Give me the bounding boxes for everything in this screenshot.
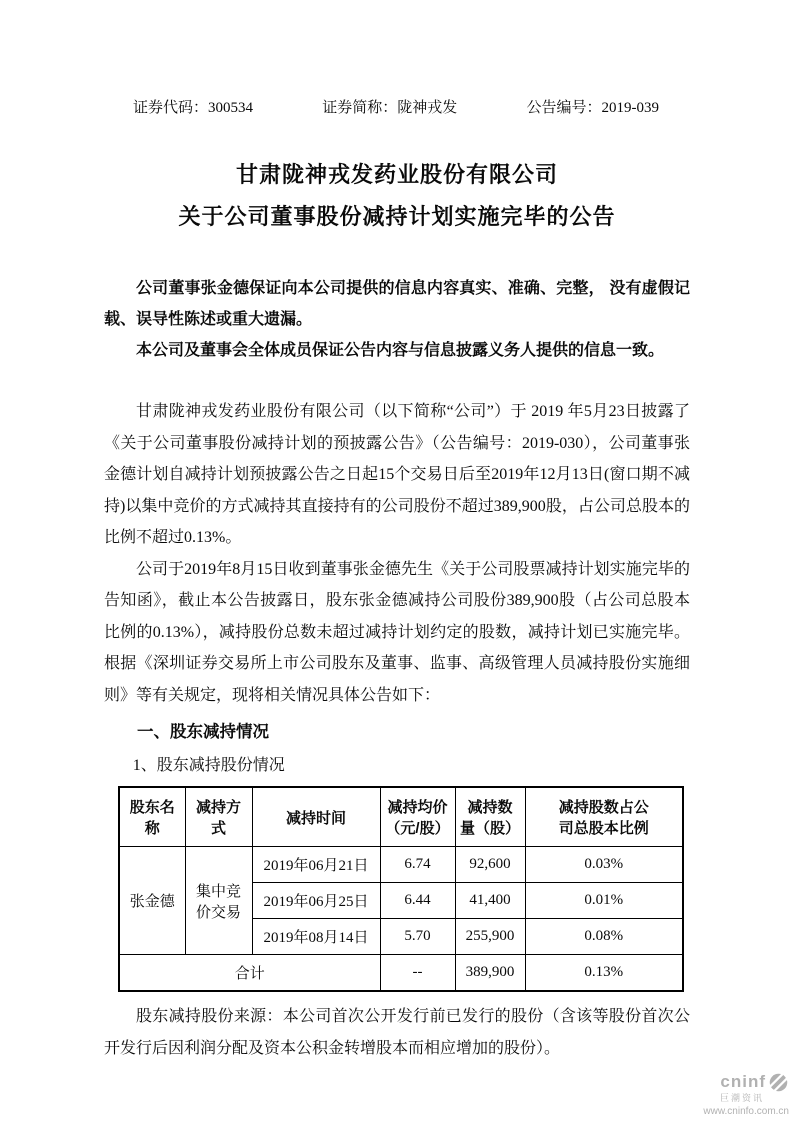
cninfo-logo — [679, 1072, 789, 1117]
notice-paragraph-1: 公司董事张金德保证向本公司提供的信息内容真实、准确、完整， 没有虚假记载、误导性陈述或重大遗漏。 — [104, 280, 690, 328]
date-cell: 2019年08月14日 — [252, 919, 380, 955]
company-name-title: 甘肃陇神戎发药业股份有限公司 — [235, 162, 558, 187]
announcement-number: 公告编号：2019-039 — [526, 100, 659, 116]
body-paragraph-2: 公司于2019年8月15日收到董事张金德先生《关于公司股票减持计划实施完毕的告知函》，截止本公告披露日，股东张金德减持公司股份389,900股（占公司总股本比例的0.13%），减持股份总数未超过减持计划约定的股数，减持计划已实施完毕。根据《深圳证券交易所上市公司股东及董事、监事、高级管理人员减持股份实施细则》等有关规定，现将相关情况具体公告如下： — [104, 560, 690, 704]
price-cell: 5.70 — [380, 919, 455, 955]
share-reduction-table — [118, 786, 684, 992]
stock-short-name: 证券简称：陇神戎发 — [322, 100, 458, 116]
price-cell: 6.44 — [380, 883, 455, 919]
shareholder-name-cell: 张金德 — [119, 847, 185, 955]
header-shares-count: 减持数 量（股） — [455, 787, 525, 847]
total-shares-cell: 389,900 — [455, 955, 525, 992]
total-percent-cell: 0.13% — [525, 955, 683, 992]
stock-code: 证券代码：300534 — [133, 100, 254, 116]
shares-cell: 92,600 — [455, 847, 525, 883]
reduction-method-cell: 集中竞 价交易 — [185, 847, 252, 955]
header-average-price: 减持均价 （元/股） — [380, 787, 455, 847]
percent-cell: 0.08% — [525, 919, 683, 955]
shares-cell: 255,900 — [455, 919, 525, 955]
header-percent-of-capital: 减持股数占公 司总股本比例 — [525, 787, 683, 847]
date-cell: 2019年06月25日 — [252, 883, 380, 919]
notice-paragraph-2: 本公司及董事会全体成员保证公告内容与信息披露义务人提供的信息一致。 — [136, 342, 665, 359]
total-price-cell: -- — [380, 955, 455, 992]
section-heading-1: 一、股东减持情况 — [137, 723, 269, 741]
cninfo-url: www.cninfo.com.cn — [703, 1105, 789, 1117]
price-cell: 6.74 — [380, 847, 455, 883]
table-total-row — [119, 955, 683, 992]
percent-cell: 0.03% — [525, 847, 683, 883]
cninfo-swirl-icon — [768, 1072, 789, 1093]
subsection-heading-1-1: 1、股东减持股份情况 — [132, 757, 285, 774]
date-cell: 2019年06月21日 — [252, 847, 380, 883]
body-paragraph-1: 甘肃陇神戎发药业股份有限公司（以下简称“公司”）于 2019 年5月23日披露了《关于公司董事股份减持计划的预披露公告》（公告编号：2019-030），公司董事张金德计划自减持计划预披露公告之日起15个交易日后至2019年12月13日(窗口期不减持)以集中竞价的方式减持其直接持有的公司股份不超过389,900股，占公司总股本的比例不超过0.13%。 — [104, 403, 690, 546]
cninfo-brand-row — [679, 1072, 789, 1093]
table-header-row — [119, 787, 683, 847]
header-reduction-method: 减持方 式 — [185, 787, 252, 847]
header-reduction-date: 减持时间 — [252, 787, 380, 847]
share-source-note: 股东减持股份来源：本公司首次公开发行前已发行的股份（含该等股份首次公开发行后因利润分配及资本公积金转增股本而相应增加的股份）。 — [104, 1008, 690, 1057]
total-label-cell: 合计 — [119, 955, 380, 992]
table-row — [119, 847, 683, 883]
header-shareholder-name: 股东名 称 — [119, 787, 185, 847]
cninfo-brand-text: cninf — [720, 1072, 766, 1092]
shares-cell: 41,400 — [455, 883, 525, 919]
percent-cell: 0.01% — [525, 883, 683, 919]
document-meta-row — [133, 99, 659, 117]
announcement-title: 关于公司董事股份减持计划实施完毕的公告 — [178, 204, 616, 229]
cninfo-chinese-name: 巨潮资讯 — [719, 1093, 764, 1103]
